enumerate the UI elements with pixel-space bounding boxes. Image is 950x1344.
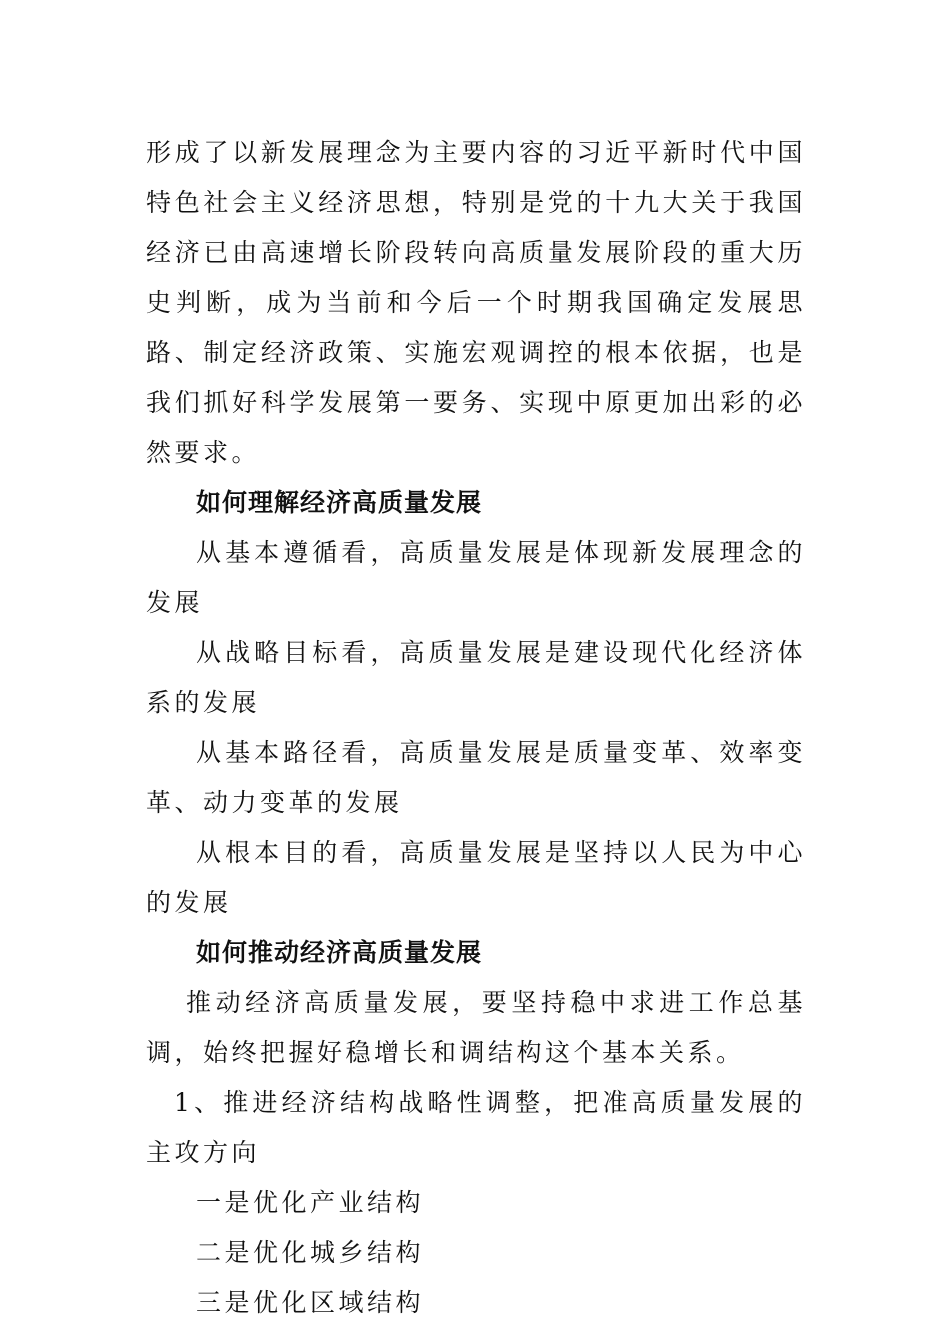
- paragraph-fundamental-purpose: 从根本目的看，高质量发展是坚持以人民为中心的发展: [146, 838, 806, 917]
- section-heading-understanding: 如何理解经济高质量发展: [196, 488, 483, 517]
- paragraph-strategic-goal: 从战略目标看，高质量发展是建设现代化经济体系的发展: [146, 638, 806, 717]
- paragraph-basic-path: 从基本路径看，高质量发展是质量变革、效率变革、动力变革的发展: [146, 738, 806, 817]
- list-item-urban-rural-structure: 二是优化城乡结构: [196, 1238, 425, 1267]
- paragraph-structural-adjustment: 1、推进经济结构战略性调整，把准高质量发展的主攻方向: [146, 1088, 806, 1167]
- document-body: [146, 128, 806, 1328]
- list-item-industry-structure: 一是优化产业结构: [196, 1188, 425, 1217]
- section-heading-promoting: 如何推动经济高质量发展: [196, 938, 483, 967]
- list-item-regional-structure: 三是优化区域结构: [196, 1288, 425, 1317]
- paragraph-promote-summary: 推动经济高质量发展，要坚持稳中求进工作总基调，始终把握好稳增长和调结构这个基本关系。: [146, 988, 806, 1067]
- intro-paragraph: 形成了以新发展理念为主要内容的习近平新时代中国特色社会主义经济思想，特别是党的十九大关于我国经济已由高速增长阶段转向高质量发展阶段的重大历史判断，成为当前和今后一个时期我国确定发展思路、制定经济政策、实施宏观调控的根本依据，也是我们抓好科学发展第一要务、实现中原更加出彩的必然要求。: [146, 138, 806, 467]
- paragraph-basic-principle: 从基本遵循看，高质量发展是体现新发展理念的发展: [146, 538, 806, 617]
